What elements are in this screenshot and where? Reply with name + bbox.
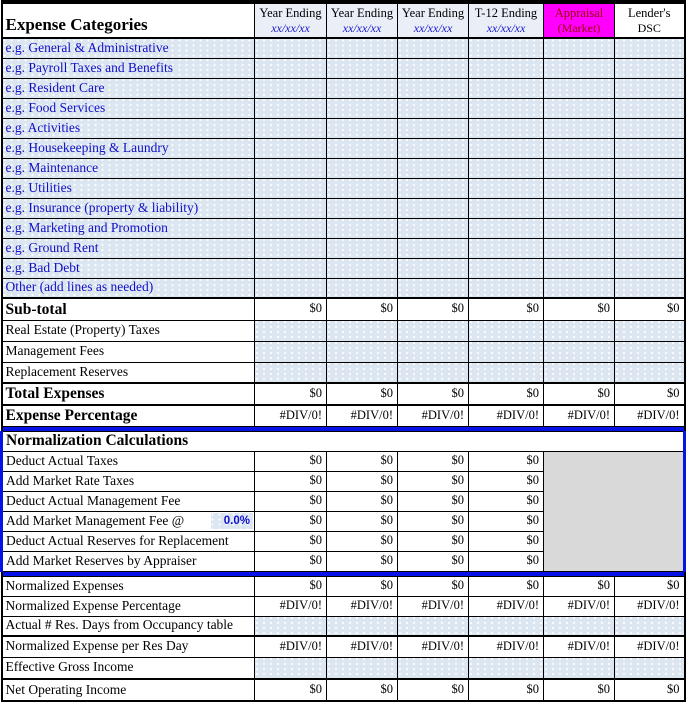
input-cell[interactable] xyxy=(615,657,685,679)
value-cell: $0 xyxy=(327,511,398,531)
value-cell: $0 xyxy=(615,576,685,596)
input-cell[interactable] xyxy=(544,238,615,258)
value-cell: #DIV/0! xyxy=(615,596,685,616)
row-label: Normalized Expense Percentage xyxy=(2,596,255,616)
value-cell: $0 xyxy=(255,491,327,511)
year-ending-1-header xyxy=(255,2,327,38)
input-cell[interactable] xyxy=(327,218,398,238)
input-cell[interactable] xyxy=(544,38,615,58)
input-cell[interactable] xyxy=(398,341,469,362)
table-row xyxy=(2,258,685,278)
value-cell: $0 xyxy=(327,451,398,471)
input-cell[interactable] xyxy=(398,657,469,679)
value-cell: $0 xyxy=(255,511,327,531)
value-cell: $0 xyxy=(544,679,615,701)
input-cell[interactable] xyxy=(398,258,469,278)
table-row xyxy=(2,596,685,616)
input-cell[interactable] xyxy=(255,238,327,258)
input-cell[interactable] xyxy=(327,198,398,218)
input-cell[interactable] xyxy=(327,58,398,78)
input-cell[interactable] xyxy=(327,78,398,98)
input-cell[interactable] xyxy=(544,138,615,158)
input-cell[interactable] xyxy=(469,198,544,218)
input-cell[interactable] xyxy=(544,362,615,383)
input-cell[interactable] xyxy=(615,238,685,258)
input-cell[interactable] xyxy=(469,218,544,238)
input-cell[interactable] xyxy=(544,58,615,78)
table-row xyxy=(2,158,685,178)
input-cell[interactable] xyxy=(398,218,469,238)
t12-ending-header xyxy=(469,2,544,38)
value-cell: $0 xyxy=(469,679,544,701)
value-cell: $0 xyxy=(398,383,469,405)
input-cell[interactable] xyxy=(398,616,469,636)
value-cell: $0 xyxy=(327,531,398,551)
table-row xyxy=(2,636,685,657)
value-cell: $0 xyxy=(327,383,398,405)
value-cell: $0 xyxy=(469,471,544,491)
section-title-normalization: Normalization Calculations xyxy=(2,431,685,451)
input-cell[interactable] xyxy=(398,178,469,198)
input-cell[interactable] xyxy=(469,341,544,362)
table-row xyxy=(2,178,685,198)
value-cell: $0 xyxy=(469,491,544,511)
input-cell[interactable] xyxy=(615,341,685,362)
row-label: Sub-total xyxy=(2,298,255,320)
value-cell: $0 xyxy=(544,298,615,320)
row-label xyxy=(2,511,255,531)
input-cell[interactable] xyxy=(398,158,469,178)
table-row xyxy=(2,298,685,320)
input-cell[interactable] xyxy=(544,198,615,218)
year-ending-3-header xyxy=(398,2,469,38)
input-cell[interactable] xyxy=(469,320,544,341)
row-label: Net Operating Income xyxy=(2,679,255,701)
input-cell[interactable] xyxy=(544,98,615,118)
input-cell[interactable] xyxy=(615,258,685,278)
input-cell[interactable] xyxy=(544,616,615,636)
value-cell: $0 xyxy=(398,511,469,531)
input-cell[interactable] xyxy=(469,58,544,78)
value-cell: $0 xyxy=(398,451,469,471)
table-row xyxy=(2,138,685,158)
value-cell: #DIV/0! xyxy=(544,405,615,426)
year-ending-2-date[interactable]: xx/xx/xx xyxy=(342,20,382,35)
input-cell[interactable] xyxy=(255,158,327,178)
header-row xyxy=(2,2,685,38)
row-label: Expense Percentage xyxy=(2,405,255,426)
input-cell[interactable] xyxy=(327,238,398,258)
input-cell[interactable] xyxy=(327,158,398,178)
table-row xyxy=(2,198,685,218)
input-cell[interactable] xyxy=(544,118,615,138)
value-cell: #DIV/0! xyxy=(469,636,544,657)
row-label: e.g. Insurance (property & liability) xyxy=(2,198,255,218)
row-label: Management Fees xyxy=(2,341,255,362)
input-cell[interactable] xyxy=(255,341,327,362)
input-cell[interactable] xyxy=(544,78,615,98)
row-label: e.g. General & Administrative xyxy=(2,38,255,58)
value-cell: $0 xyxy=(398,679,469,701)
input-cell[interactable] xyxy=(255,38,327,58)
value-cell: #DIV/0! xyxy=(255,596,327,616)
input-cell[interactable] xyxy=(544,258,615,278)
value-cell: $0 xyxy=(544,576,615,596)
input-cell[interactable] xyxy=(615,78,685,98)
input-cell[interactable] xyxy=(615,218,685,238)
input-cell[interactable] xyxy=(544,657,615,679)
table-row xyxy=(2,320,685,341)
input-cell[interactable] xyxy=(615,38,685,58)
input-cell[interactable] xyxy=(398,238,469,258)
value-cell: $0 xyxy=(398,551,469,571)
value-cell: $0 xyxy=(398,471,469,491)
table-row xyxy=(2,238,685,258)
row-label-text: Add Market Management Fee @ xyxy=(6,512,185,528)
table-row xyxy=(2,431,685,451)
appraisal-label: Appraisal xyxy=(554,5,604,20)
input-cell[interactable] xyxy=(615,362,685,383)
input-cell[interactable] xyxy=(398,320,469,341)
value-cell: $0 xyxy=(255,531,327,551)
row-label: Replacement Reserves xyxy=(2,362,255,383)
input-cell[interactable] xyxy=(615,118,685,138)
row-label: e.g. Maintenance xyxy=(2,158,255,178)
input-cell[interactable] xyxy=(398,98,469,118)
input-cell[interactable] xyxy=(615,138,685,158)
value-cell: #DIV/0! xyxy=(469,405,544,426)
t12-ending-date[interactable]: xx/xx/xx xyxy=(486,20,526,35)
table-row xyxy=(2,58,685,78)
value-cell: #DIV/0! xyxy=(544,596,615,616)
input-cell[interactable] xyxy=(327,616,398,636)
table-row xyxy=(2,576,685,596)
input-cell[interactable] xyxy=(255,118,327,138)
input-cell[interactable] xyxy=(255,98,327,118)
row-label: Normalized Expenses xyxy=(2,576,255,596)
value-cell: #DIV/0! xyxy=(255,636,327,657)
table-row xyxy=(2,679,685,701)
input-cell[interactable] xyxy=(255,657,327,679)
input-cell[interactable] xyxy=(327,38,398,58)
row-label: Effective Gross Income xyxy=(2,657,255,679)
value-cell: $0 xyxy=(255,298,327,320)
input-cell[interactable] xyxy=(327,178,398,198)
input-cell[interactable] xyxy=(327,657,398,679)
input-cell[interactable] xyxy=(398,198,469,218)
value-cell: $0 xyxy=(327,471,398,491)
row-label: e.g. Resident Care xyxy=(2,78,255,98)
value-cell: $0 xyxy=(398,491,469,511)
year-ending-2-label: Year Ending xyxy=(330,5,394,20)
value-cell: $0 xyxy=(469,531,544,551)
input-cell[interactable] xyxy=(544,158,615,178)
input-cell[interactable] xyxy=(615,320,685,341)
input-cell[interactable] xyxy=(255,320,327,341)
table-row xyxy=(2,118,685,138)
value-cell: #DIV/0! xyxy=(327,596,398,616)
input-cell[interactable] xyxy=(544,341,615,362)
input-cell[interactable] xyxy=(327,138,398,158)
input-cell[interactable] xyxy=(398,78,469,98)
row-label: e.g. Ground Rent xyxy=(2,238,255,258)
input-cell[interactable] xyxy=(469,616,544,636)
input-cell[interactable] xyxy=(327,278,398,298)
row-label: Deduct Actual Reserves for Replacement xyxy=(2,531,255,551)
input-cell[interactable] xyxy=(469,258,544,278)
value-cell: $0 xyxy=(469,576,544,596)
value-cell: #DIV/0! xyxy=(398,405,469,426)
value-cell: $0 xyxy=(469,383,544,405)
input-cell[interactable] xyxy=(544,320,615,341)
management-fee-rate-input[interactable]: 0.0% xyxy=(211,513,253,530)
row-label: e.g. Utilities xyxy=(2,178,255,198)
value-cell: $0 xyxy=(469,451,544,471)
value-cell: #DIV/0! xyxy=(327,405,398,426)
row-label: Normalized Expense per Res Day xyxy=(2,636,255,657)
row-label: Deduct Actual Taxes xyxy=(2,451,255,471)
row-label: e.g. Housekeeping & Laundry xyxy=(2,138,255,158)
row-label: Add Market Rate Taxes xyxy=(2,471,255,491)
input-cell[interactable] xyxy=(398,278,469,298)
market-label: (Market) xyxy=(557,20,601,35)
input-cell[interactable] xyxy=(255,278,327,298)
table-row xyxy=(2,383,685,405)
input-cell[interactable] xyxy=(327,258,398,278)
expense-categories-header: Expense Categories xyxy=(2,2,255,38)
value-cell: #DIV/0! xyxy=(398,596,469,616)
input-cell[interactable] xyxy=(544,278,615,298)
table-row xyxy=(2,405,685,426)
table-row xyxy=(2,278,685,298)
table-row xyxy=(2,362,685,383)
table-row xyxy=(2,98,685,118)
value-cell: $0 xyxy=(255,576,327,596)
value-cell: $0 xyxy=(327,551,398,571)
input-cell[interactable] xyxy=(398,38,469,58)
value-cell: $0 xyxy=(327,491,398,511)
input-cell[interactable] xyxy=(615,178,685,198)
input-cell[interactable] xyxy=(255,78,327,98)
input-cell[interactable] xyxy=(469,362,544,383)
row-label: Real Estate (Property) Taxes xyxy=(2,320,255,341)
value-cell: $0 xyxy=(327,298,398,320)
value-cell: $0 xyxy=(255,383,327,405)
input-cell[interactable] xyxy=(544,178,615,198)
input-cell[interactable] xyxy=(398,138,469,158)
row-label: Add Market Reserves by Appraiser xyxy=(2,551,255,571)
year-ending-3-date[interactable]: xx/xx/xx xyxy=(413,20,453,35)
locked-cells-area xyxy=(544,451,685,571)
table-row xyxy=(2,38,685,58)
input-cell[interactable] xyxy=(615,198,685,218)
value-cell: $0 xyxy=(469,298,544,320)
input-cell[interactable] xyxy=(615,158,685,178)
value-cell: $0 xyxy=(255,471,327,491)
row-label: e.g. Payroll Taxes and Benefits xyxy=(2,58,255,78)
input-cell[interactable] xyxy=(469,118,544,138)
input-cell[interactable] xyxy=(469,138,544,158)
input-cell[interactable] xyxy=(255,178,327,198)
input-cell[interactable] xyxy=(469,178,544,198)
value-cell: $0 xyxy=(255,679,327,701)
lenders-dsc-header xyxy=(615,2,685,38)
row-label: Actual # Res. Days from Occupancy table xyxy=(2,616,255,636)
input-cell[interactable] xyxy=(398,118,469,138)
input-cell[interactable] xyxy=(255,258,327,278)
value-cell: $0 xyxy=(327,679,398,701)
input-cell[interactable] xyxy=(255,218,327,238)
row-label: Other (add lines as needed) xyxy=(2,278,255,298)
row-label: Deduct Actual Management Fee xyxy=(2,491,255,511)
input-cell[interactable] xyxy=(398,58,469,78)
input-cell[interactable] xyxy=(469,98,544,118)
input-cell[interactable] xyxy=(469,38,544,58)
input-cell[interactable] xyxy=(469,657,544,679)
value-cell: $0 xyxy=(398,576,469,596)
table-row xyxy=(2,78,685,98)
input-cell[interactable] xyxy=(615,58,685,78)
input-cell[interactable] xyxy=(327,320,398,341)
value-cell: $0 xyxy=(615,298,685,320)
value-cell: #DIV/0! xyxy=(398,636,469,657)
year-ending-2-header xyxy=(327,2,398,38)
value-cell: #DIV/0! xyxy=(615,636,685,657)
input-cell[interactable] xyxy=(327,362,398,383)
table-row xyxy=(2,657,685,679)
value-cell: $0 xyxy=(469,551,544,571)
value-cell: $0 xyxy=(255,451,327,471)
value-cell: #DIV/0! xyxy=(469,596,544,616)
input-cell[interactable] xyxy=(255,138,327,158)
t12-ending-label: T-12 Ending xyxy=(474,5,538,20)
row-label: e.g. Marketing and Promotion xyxy=(2,218,255,238)
table-row xyxy=(2,341,685,362)
input-cell[interactable] xyxy=(327,98,398,118)
value-cell: $0 xyxy=(398,531,469,551)
input-cell[interactable] xyxy=(469,78,544,98)
value-cell: $0 xyxy=(469,511,544,531)
input-cell[interactable] xyxy=(398,362,469,383)
value-cell: $0 xyxy=(255,551,327,571)
year-ending-3-label: Year Ending xyxy=(401,5,465,20)
value-cell: $0 xyxy=(544,383,615,405)
input-cell[interactable] xyxy=(255,616,327,636)
input-cell[interactable] xyxy=(327,341,398,362)
lenders-label: Lender's xyxy=(627,5,671,20)
table-row xyxy=(2,616,685,636)
row-label: e.g. Bad Debt xyxy=(2,258,255,278)
year-ending-1-date[interactable]: xx/xx/xx xyxy=(271,20,310,35)
value-cell: #DIV/0! xyxy=(327,636,398,657)
input-cell[interactable] xyxy=(469,238,544,258)
value-cell: $0 xyxy=(398,298,469,320)
row-label: e.g. Food Services xyxy=(2,98,255,118)
row-label: e.g. Activities xyxy=(2,118,255,138)
input-cell[interactable] xyxy=(327,118,398,138)
input-cell[interactable] xyxy=(255,198,327,218)
value-cell: #DIV/0! xyxy=(544,636,615,657)
value-cell: $0 xyxy=(615,679,685,701)
value-cell: $0 xyxy=(327,576,398,596)
input-cell[interactable] xyxy=(469,278,544,298)
input-cell[interactable] xyxy=(615,98,685,118)
year-ending-1-label: Year Ending xyxy=(259,5,322,20)
input-cell[interactable] xyxy=(544,218,615,238)
value-cell: $0 xyxy=(615,383,685,405)
dsc-label: DSC xyxy=(637,20,661,35)
value-cell: #DIV/0! xyxy=(255,405,327,426)
row-label: Total Expenses xyxy=(2,383,255,405)
input-cell[interactable] xyxy=(615,616,685,636)
table-row xyxy=(2,451,685,471)
input-cell[interactable] xyxy=(615,278,685,298)
input-cell[interactable] xyxy=(255,362,327,383)
input-cell[interactable] xyxy=(255,58,327,78)
input-cell[interactable] xyxy=(469,158,544,178)
table-row xyxy=(2,218,685,238)
appraisal-market-header xyxy=(544,2,615,38)
value-cell: #DIV/0! xyxy=(615,405,685,426)
